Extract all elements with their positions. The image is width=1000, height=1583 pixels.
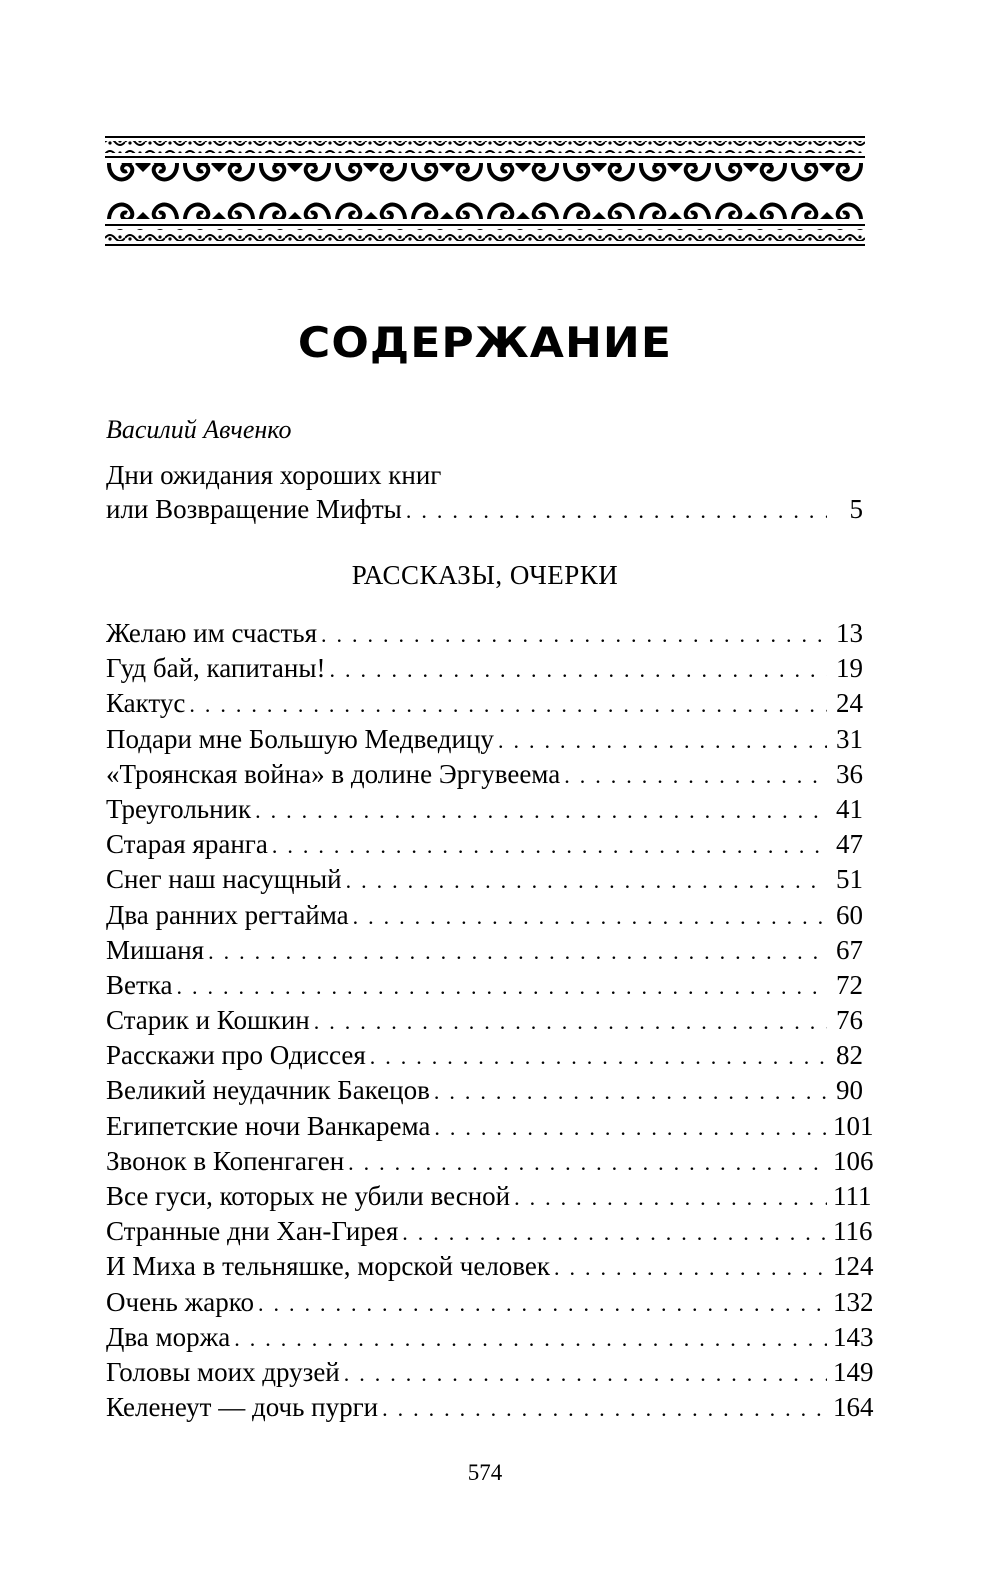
toc-entry-title: Странные дни Хан-Гирея xyxy=(106,1216,399,1247)
toc-entry-title: Кактус xyxy=(106,688,186,719)
toc-entry-page: 60 xyxy=(836,899,863,930)
section-title: РАССКАЗЫ, ОЧЕРКИ xyxy=(351,560,619,590)
toc-entry[interactable] xyxy=(106,1003,863,1038)
toc-entry-page: 36 xyxy=(836,758,863,789)
author-name: Василий Авченко xyxy=(106,415,292,444)
toc-entry-page: 164 xyxy=(833,1392,874,1423)
toc-entry-page: 72 xyxy=(836,969,863,1000)
toc-entry[interactable] xyxy=(106,792,863,827)
leader-dots xyxy=(314,1004,827,1039)
toc-entry-page: 90 xyxy=(836,1075,863,1106)
toc-entry-title: Два моржа xyxy=(106,1321,231,1352)
toc-entry[interactable] xyxy=(106,686,863,721)
toc-entry[interactable] xyxy=(106,1109,874,1144)
leader-dots xyxy=(498,723,827,758)
toc-entry-page: 143 xyxy=(833,1321,874,1352)
toc-entry-page: 51 xyxy=(836,864,863,895)
page-number: 574 xyxy=(467,1460,503,1485)
leader-dots xyxy=(406,494,827,528)
leader-dots xyxy=(434,1074,827,1109)
leader-dots xyxy=(348,1145,827,1180)
leader-dots xyxy=(353,899,827,934)
toc-entry[interactable] xyxy=(106,1355,874,1390)
toc-entry-page: 76 xyxy=(836,1005,863,1036)
toc-entry-page: 82 xyxy=(836,1040,863,1071)
leader-dots xyxy=(554,1250,827,1285)
toc-entry-page: 13 xyxy=(836,618,863,648)
toc-entry[interactable] xyxy=(106,968,863,1003)
toc-entry-title: Звонок в Копенгаген xyxy=(106,1145,345,1176)
toc-entry-title: Очень жарко xyxy=(106,1286,254,1317)
toc-entry[interactable] xyxy=(106,862,863,897)
toc-entry-page: 132 xyxy=(833,1286,874,1317)
toc-entry-page: 41 xyxy=(836,793,863,824)
toc-entry[interactable] xyxy=(106,1144,874,1179)
toc-entry-title: Ветка xyxy=(106,969,173,1000)
leader-dots xyxy=(382,1391,827,1426)
toc-entry-page: 24 xyxy=(836,688,863,719)
toc-entry-title: Египетские ночи Ванкарема xyxy=(106,1110,431,1141)
toc-entry-page: 149 xyxy=(833,1356,874,1387)
toc-entry-title: Великий неудачник Бакецов xyxy=(106,1075,430,1106)
toc-entry[interactable] xyxy=(106,1285,874,1320)
leader-dots xyxy=(402,1215,827,1250)
leader-dots xyxy=(564,758,827,793)
toc-entry-page: 31 xyxy=(836,723,863,754)
toc-entry[interactable] xyxy=(106,757,863,792)
toc-entry-title: Снег наш насущный xyxy=(106,864,342,895)
toc-entry-title: Головы моих друзей xyxy=(106,1356,340,1387)
leader-dots xyxy=(208,934,827,969)
toc-entry-title: Два ранних регтайма xyxy=(106,899,349,930)
toc-list xyxy=(106,616,874,1425)
toc-entry-title: Мишаня xyxy=(106,934,205,965)
toc-entry-title: Старая яранга xyxy=(106,829,268,860)
toc-entry[interactable] xyxy=(106,1320,874,1355)
ornamental-band-icon xyxy=(105,136,865,246)
leader-dots xyxy=(346,863,827,898)
toc-entry[interactable] xyxy=(106,651,863,686)
leader-dots xyxy=(321,617,827,652)
toc-entry-title: Подари мне Большую Медведицу xyxy=(106,723,494,754)
toc-entry-page: 19 xyxy=(836,653,863,684)
leader-dots xyxy=(255,793,827,828)
toc-entry-title: Старик и Кошкин xyxy=(106,1005,310,1036)
leader-dots xyxy=(177,969,828,1004)
toc-entry[interactable] xyxy=(106,722,863,757)
toc-entry-title: Гуд бай, капитаны! xyxy=(106,653,326,684)
toc-entry[interactable] xyxy=(106,1214,873,1249)
toc-entry[interactable] xyxy=(106,616,863,651)
leader-dots xyxy=(370,1039,827,1074)
toc-entry[interactable] xyxy=(106,1038,863,1073)
leader-dots xyxy=(329,652,827,687)
leader-dots xyxy=(434,1110,827,1145)
intro-title-line-2: или Возвращение Мифты xyxy=(106,494,402,524)
toc-entry[interactable] xyxy=(106,1390,874,1425)
toc-entry-page: 106 xyxy=(833,1145,874,1176)
toc-entry-title: Келенеут — дочь пурги xyxy=(106,1392,379,1423)
leader-dots xyxy=(189,687,827,722)
leader-dots xyxy=(272,828,827,863)
toc-entry[interactable] xyxy=(106,1249,874,1284)
toc-entry-title: Желаю им счастья xyxy=(106,618,317,648)
toc-entry-page: 111 xyxy=(833,1181,872,1211)
intro-page-number: 5 xyxy=(849,494,863,524)
toc-entry-title: Все гуси, которых не убили весной xyxy=(106,1181,511,1211)
toc-entry[interactable] xyxy=(106,1073,863,1108)
toc-entry[interactable] xyxy=(106,898,863,933)
page-title: СОДЕРЖАНИЕ xyxy=(297,318,673,367)
toc-entry[interactable] xyxy=(106,827,863,862)
toc-entry[interactable] xyxy=(106,1179,872,1214)
toc-entry-title: Расскажи про Одиссея xyxy=(106,1040,366,1071)
intro-title-line-1: Дни ожидания хороших книг xyxy=(106,460,442,490)
leader-dots xyxy=(258,1286,827,1321)
toc-entry-page: 67 xyxy=(836,934,863,965)
leader-dots xyxy=(344,1356,827,1391)
leader-dots xyxy=(234,1321,827,1356)
toc-entry-page: 47 xyxy=(836,829,863,860)
toc-entry[interactable] xyxy=(106,933,863,968)
intro-entry[interactable] xyxy=(106,492,863,526)
toc-entry-page: 116 xyxy=(833,1216,873,1247)
toc-entry-page: 124 xyxy=(833,1251,874,1282)
toc-entry-title: И Миха в тельняшке, морской человек xyxy=(106,1251,550,1282)
toc-entry-page: 101 xyxy=(833,1110,874,1141)
leader-dots xyxy=(514,1180,827,1215)
toc-entry-title: «Троянская война» в долине Эргувеема xyxy=(106,758,561,789)
toc-entry-title: Треугольник xyxy=(106,793,252,824)
